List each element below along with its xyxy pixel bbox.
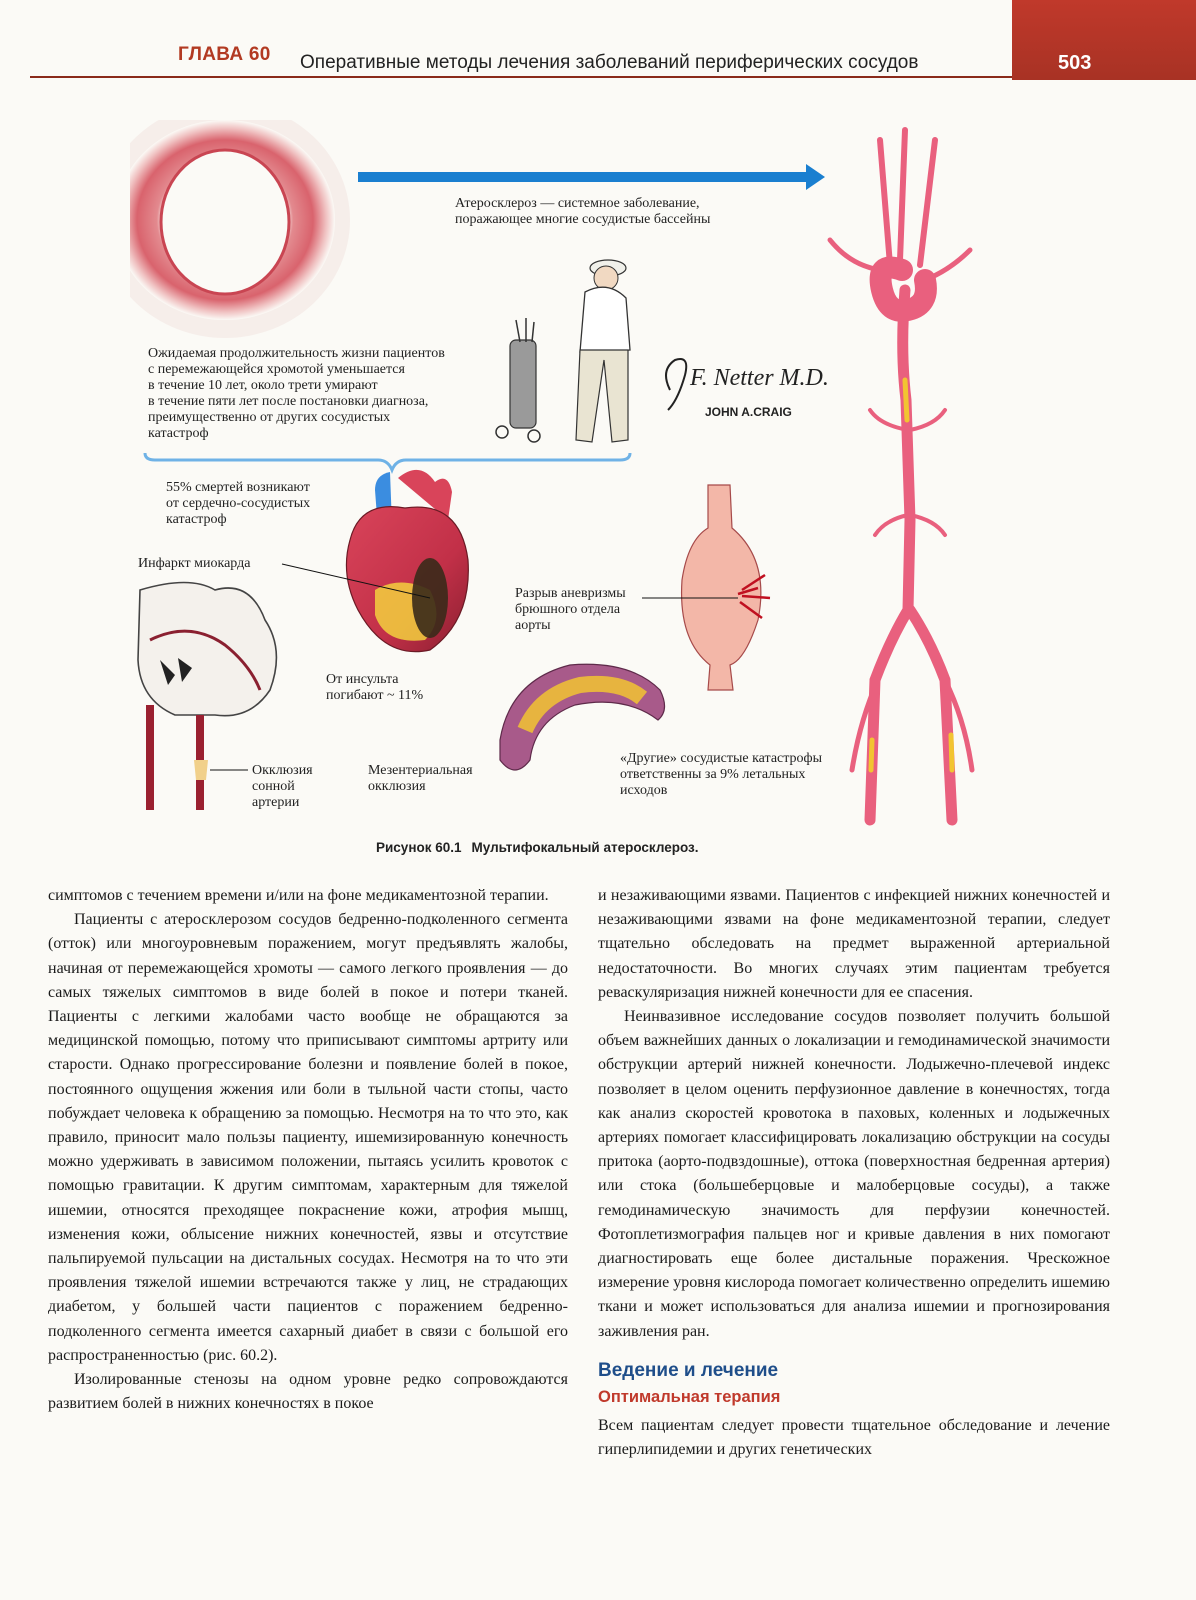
- vessel-cross-section-image: [130, 120, 350, 338]
- page-number-tab: [1012, 0, 1196, 80]
- golfer-figure-image: [496, 260, 630, 442]
- arterial-tree-image: [830, 130, 972, 820]
- paragraph: и незаживающими язвами. Пациентов с инфекцией нижних конечностей и незаживающими язвами на фоне медикаментозной терапии, следует тщательно обследовать на предмет выраженной артериальной недостаточности. Во многих случаях этим пациентам требуется реваскуляризация нижней конечности для ее спасения.: [598, 887, 1110, 1001]
- label-myocardial-infarction: Инфаркт миокарда: [138, 556, 251, 571]
- header-rule: [30, 76, 1015, 78]
- paragraph: Неинвазивное исследование сосудов позволяет получить большой объем важнейших данных о локализации и гемодинамической значимости обструкции артерий нижней конечности. Лодыжечно-плечевой индекс позволяет в целом оценить перфузионное давление в конечностях, тогда как анализ скоростей кровотока в паховых, коленных и лодыжечных артериях помогает классифицировать локализацию обструкции на сосуды притока (аорто-подвздошные), оттока (поверхностная бедренная артерия) или стока (большеберцовые и малоберцовые сосуды), а также гемодинамическую значимость для перфузии конечностей. Фотоплетизмография пальцев ног и кривые давления в них помогают диагностировать еще более дистальные поражения. Чрескожное измерение уровня кислорода помогает количественно определить ишемию ткани и может использоваться для анализа ишемии и прогнозирования заживления ран.: [598, 1008, 1110, 1340]
- section-heading: Ведение и лечение: [598, 1359, 779, 1381]
- label-cardiac-deaths: 55% смертей возникают от сердечно-сосудистых катастроф: [166, 480, 311, 527]
- bracket-line: [145, 453, 630, 470]
- signature-craig: JOHN A.CRAIG: [705, 405, 792, 419]
- label-mesenteric-occlusion: Мезентериальная окклюзия: [368, 763, 473, 794]
- paragraph: симптомов с течением времени и/или на фоне медикаментозной терапии.: [48, 887, 549, 904]
- text-column-left: [48, 884, 568, 1416]
- heart-image: [346, 470, 468, 652]
- artist-signature: [666, 359, 829, 419]
- paragraph: Пациенты с атеросклерозом сосудов бедренно-подколенного сегмента (отток) или многоуровневым поражением, могут предъявлять жалобы, начиная от перемежающейся хромоты — самого легкого проявления — до самых тяжелых симптомов в виде болей в покое и потери тканей. Пациенты с легкими жалобами часто вообще не обращаются за медицинской помощью, потому что приписывают симптомы артриту или старости. Однако прогрессирование болезни и появление болей в покое, постоянного ощущения жжения или боли в тыльной части стопы, часто побуждает человека к обращению за помощью. Несмотря на то что это, как правило, приносит мало пользы пациенту, ишемизированную конечность можно удерживать в зависимом положении, пытаясь усилить кровоток с помощью гравитации. К другим симптомам, характерным для тяжелой ишемии, относятся преходящее покраснение кожи, атрофия мышц, изменения кожи, облысение нижних конечностей, язвы и отсутствие пальпируемой пульсации на дистальных сосудах. Несмотря на то что эти проявления тяжелой ишемии встречаются также у лиц, не страдающих диабетом, у большей части пациентов с поражением бедренно-подколенного сегмента имеется сахарный диабет в связи с большой его распространенностью (рис. 60.2).: [48, 911, 568, 1364]
- label-stroke: От инсульта погибают ~ 11%: [326, 672, 424, 703]
- paragraph: Всем пациентам следует провести тщательное обследование и лечение гиперлипидемии и других генетических: [598, 1416, 1110, 1459]
- label-life-expectancy: Ожидаемая продолжительность жизни пациентов с перемежающейся хромотой уменьшается в течение 10 лет, около трети умирают в течение пяти лет после постановки диагноза, преимущественно от других сосудистых катастроф: [148, 346, 445, 441]
- subsection-heading: Оптимальная терапия: [598, 1387, 781, 1406]
- figure-multifocal-atherosclerosis: [130, 120, 1080, 840]
- label-systemic-disease: Атеросклероз — системное заболевание, поражающее многие сосудистые бассейны: [455, 196, 711, 227]
- caption-number: Рисунок 60.1: [376, 840, 462, 855]
- label-aneurysm-rupture: Разрыв аневризмы брюшного отдела аорты: [515, 586, 626, 633]
- text-column-right: [598, 884, 1110, 1462]
- page-header: [0, 0, 1196, 85]
- chapter-label: ГЛАВА 60: [178, 44, 271, 65]
- aortic-aneurysm-image: [682, 485, 770, 690]
- arrow-right-icon: [358, 164, 825, 190]
- caption-text: Мультифокальный атеросклероз.: [471, 840, 699, 855]
- signature-netter: F. Netter M.D.: [690, 365, 829, 391]
- page-number: 503: [1058, 52, 1092, 74]
- label-carotid-occlusion: Окклюзия сонной артерии: [252, 763, 313, 810]
- chapter-title: Оперативные методы лечения заболеваний периферических сосудов: [300, 52, 919, 73]
- paragraph: Изолированные стенозы на одном уровне редко сопровождаются развитием болей в нижних конечностях в покое: [48, 1371, 568, 1413]
- figure-caption: [376, 840, 699, 855]
- label-other-catastrophes: «Другие» сосудистые катастрофы ответственны за 9% летальных исходов: [620, 751, 823, 798]
